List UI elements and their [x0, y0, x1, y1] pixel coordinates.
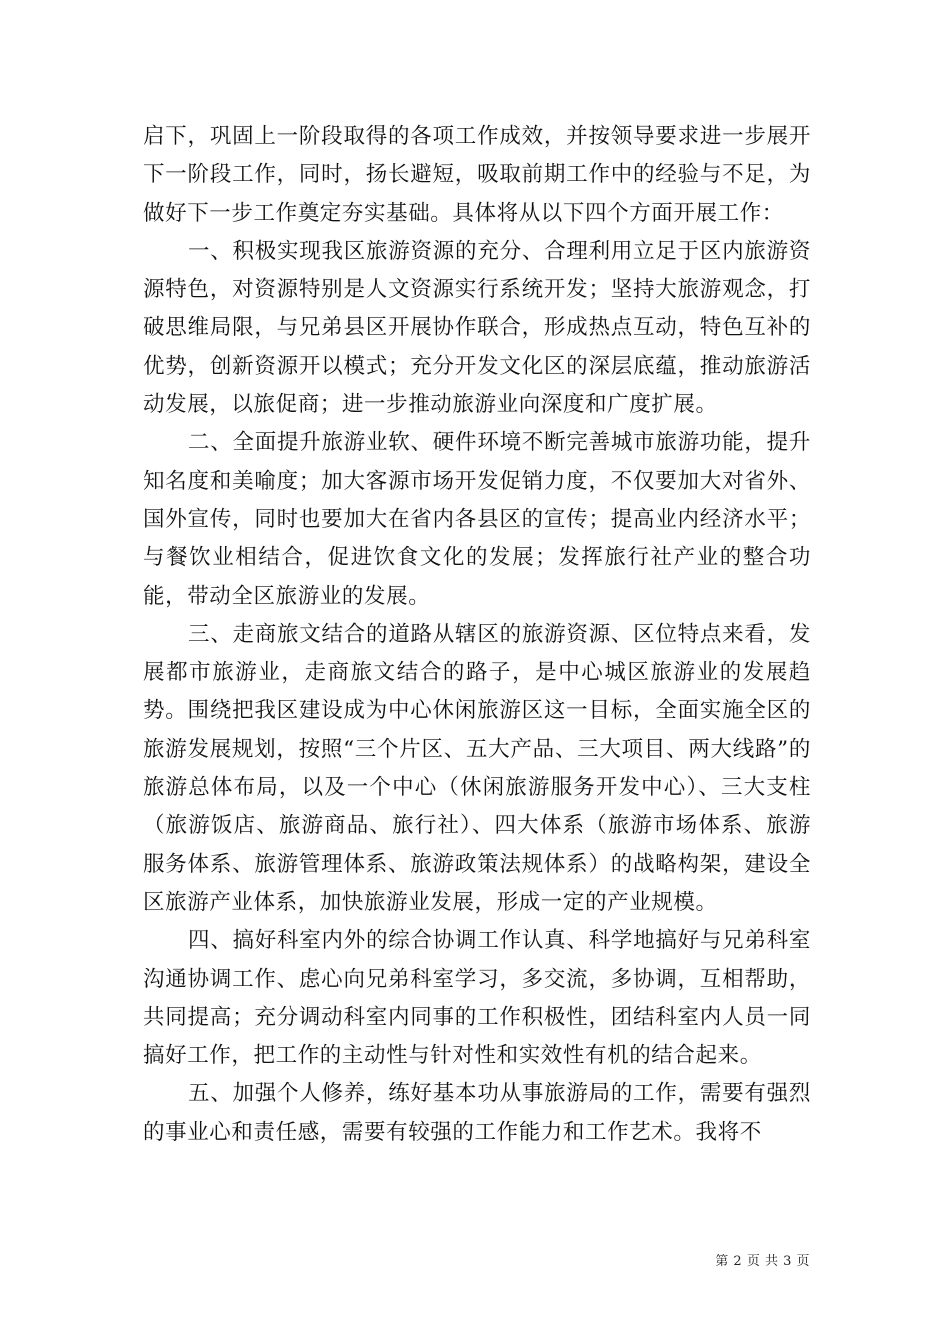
paragraph-tourism-resources: 一、积极实现我区旅游资源的充分、合理利用立足于区内旅游资源特色，对资源特别是人文资源实行系统开发；坚持大旅游观念，打破思维局限，与兄弟县区开展协作联合，形成热点互动，特色互补的优势，创新资源开以模式；充分开发文化区的深层底蕴，推动旅游活动发展，以旅促商；进一步推动旅游业向深度和广度扩展。: [143, 238, 811, 418]
paragraph-continuation: 启下，巩固上一阶段取得的各项工作成效，并按领导要求进一步展开下一阶段工作，同时，扬长避短，吸取前期工作中的经验与不足，为做好下一步工作奠定夯实基础。具体将从以下四个方面开展工作：: [143, 124, 811, 226]
paragraph-commerce-tourism-culture: 三、走商旅文结合的道路从辖区的旅游资源、区位特点来看，发展都市旅游业，走商旅文结合的路子，是中心城区旅游业的发展趋势。围绕把我区建设成为中心休闲旅游区这一目标，全面实施全区的旅游发展规划，按照“三个片区、五大产品、三大项目、两大线路”的旅游总体布局，以及一个中心（休闲旅游服务开发中心）、三大支柱（旅游饭店、旅游商品、旅行社）、四大体系（旅游市场体系、旅游服务体系、旅游管理体系、旅游政策法规体系）的战略构架，建设全区旅游产业体系，加快旅游业发展，形成一定的产业规模。: [143, 621, 811, 915]
paragraph-tourism-environment: 二、全面提升旅游业软、硬件环境不断完善城市旅游功能，提升知名度和美喻度；加大客源市场开发促销力度，不仅要加大对省外、国外宣传，同时也要加大在省内各县区的宣传；提高业内经济水平；与餐饮业相结合，促进饮食文化的发展；发挥旅行社产业的整合功能，带动全区旅游业的发展。: [143, 430, 811, 609]
page-number-footer: 第 2 页 共 3 页: [715, 1254, 810, 1269]
paragraph-personal-cultivation: 五、加强个人修养，练好基本功从事旅游局的工作，需要有强烈的事业心和责任感，需要有较强的工作能力和工作艺术。我将不: [143, 1081, 811, 1145]
paragraph-coordination: 四、搞好科室内外的综合协调工作认真、科学地搞好与兄弟科室沟通协调工作、虑心向兄弟科室学习，多交流，多协调，互相帮助，共同提高；充分调动科室内同事的工作积极性，团结科室内人员一同搞好工作，把工作的主动性与针对性和实效性有机的结合起来。: [143, 928, 811, 1069]
document-body: [143, 118, 811, 1152]
